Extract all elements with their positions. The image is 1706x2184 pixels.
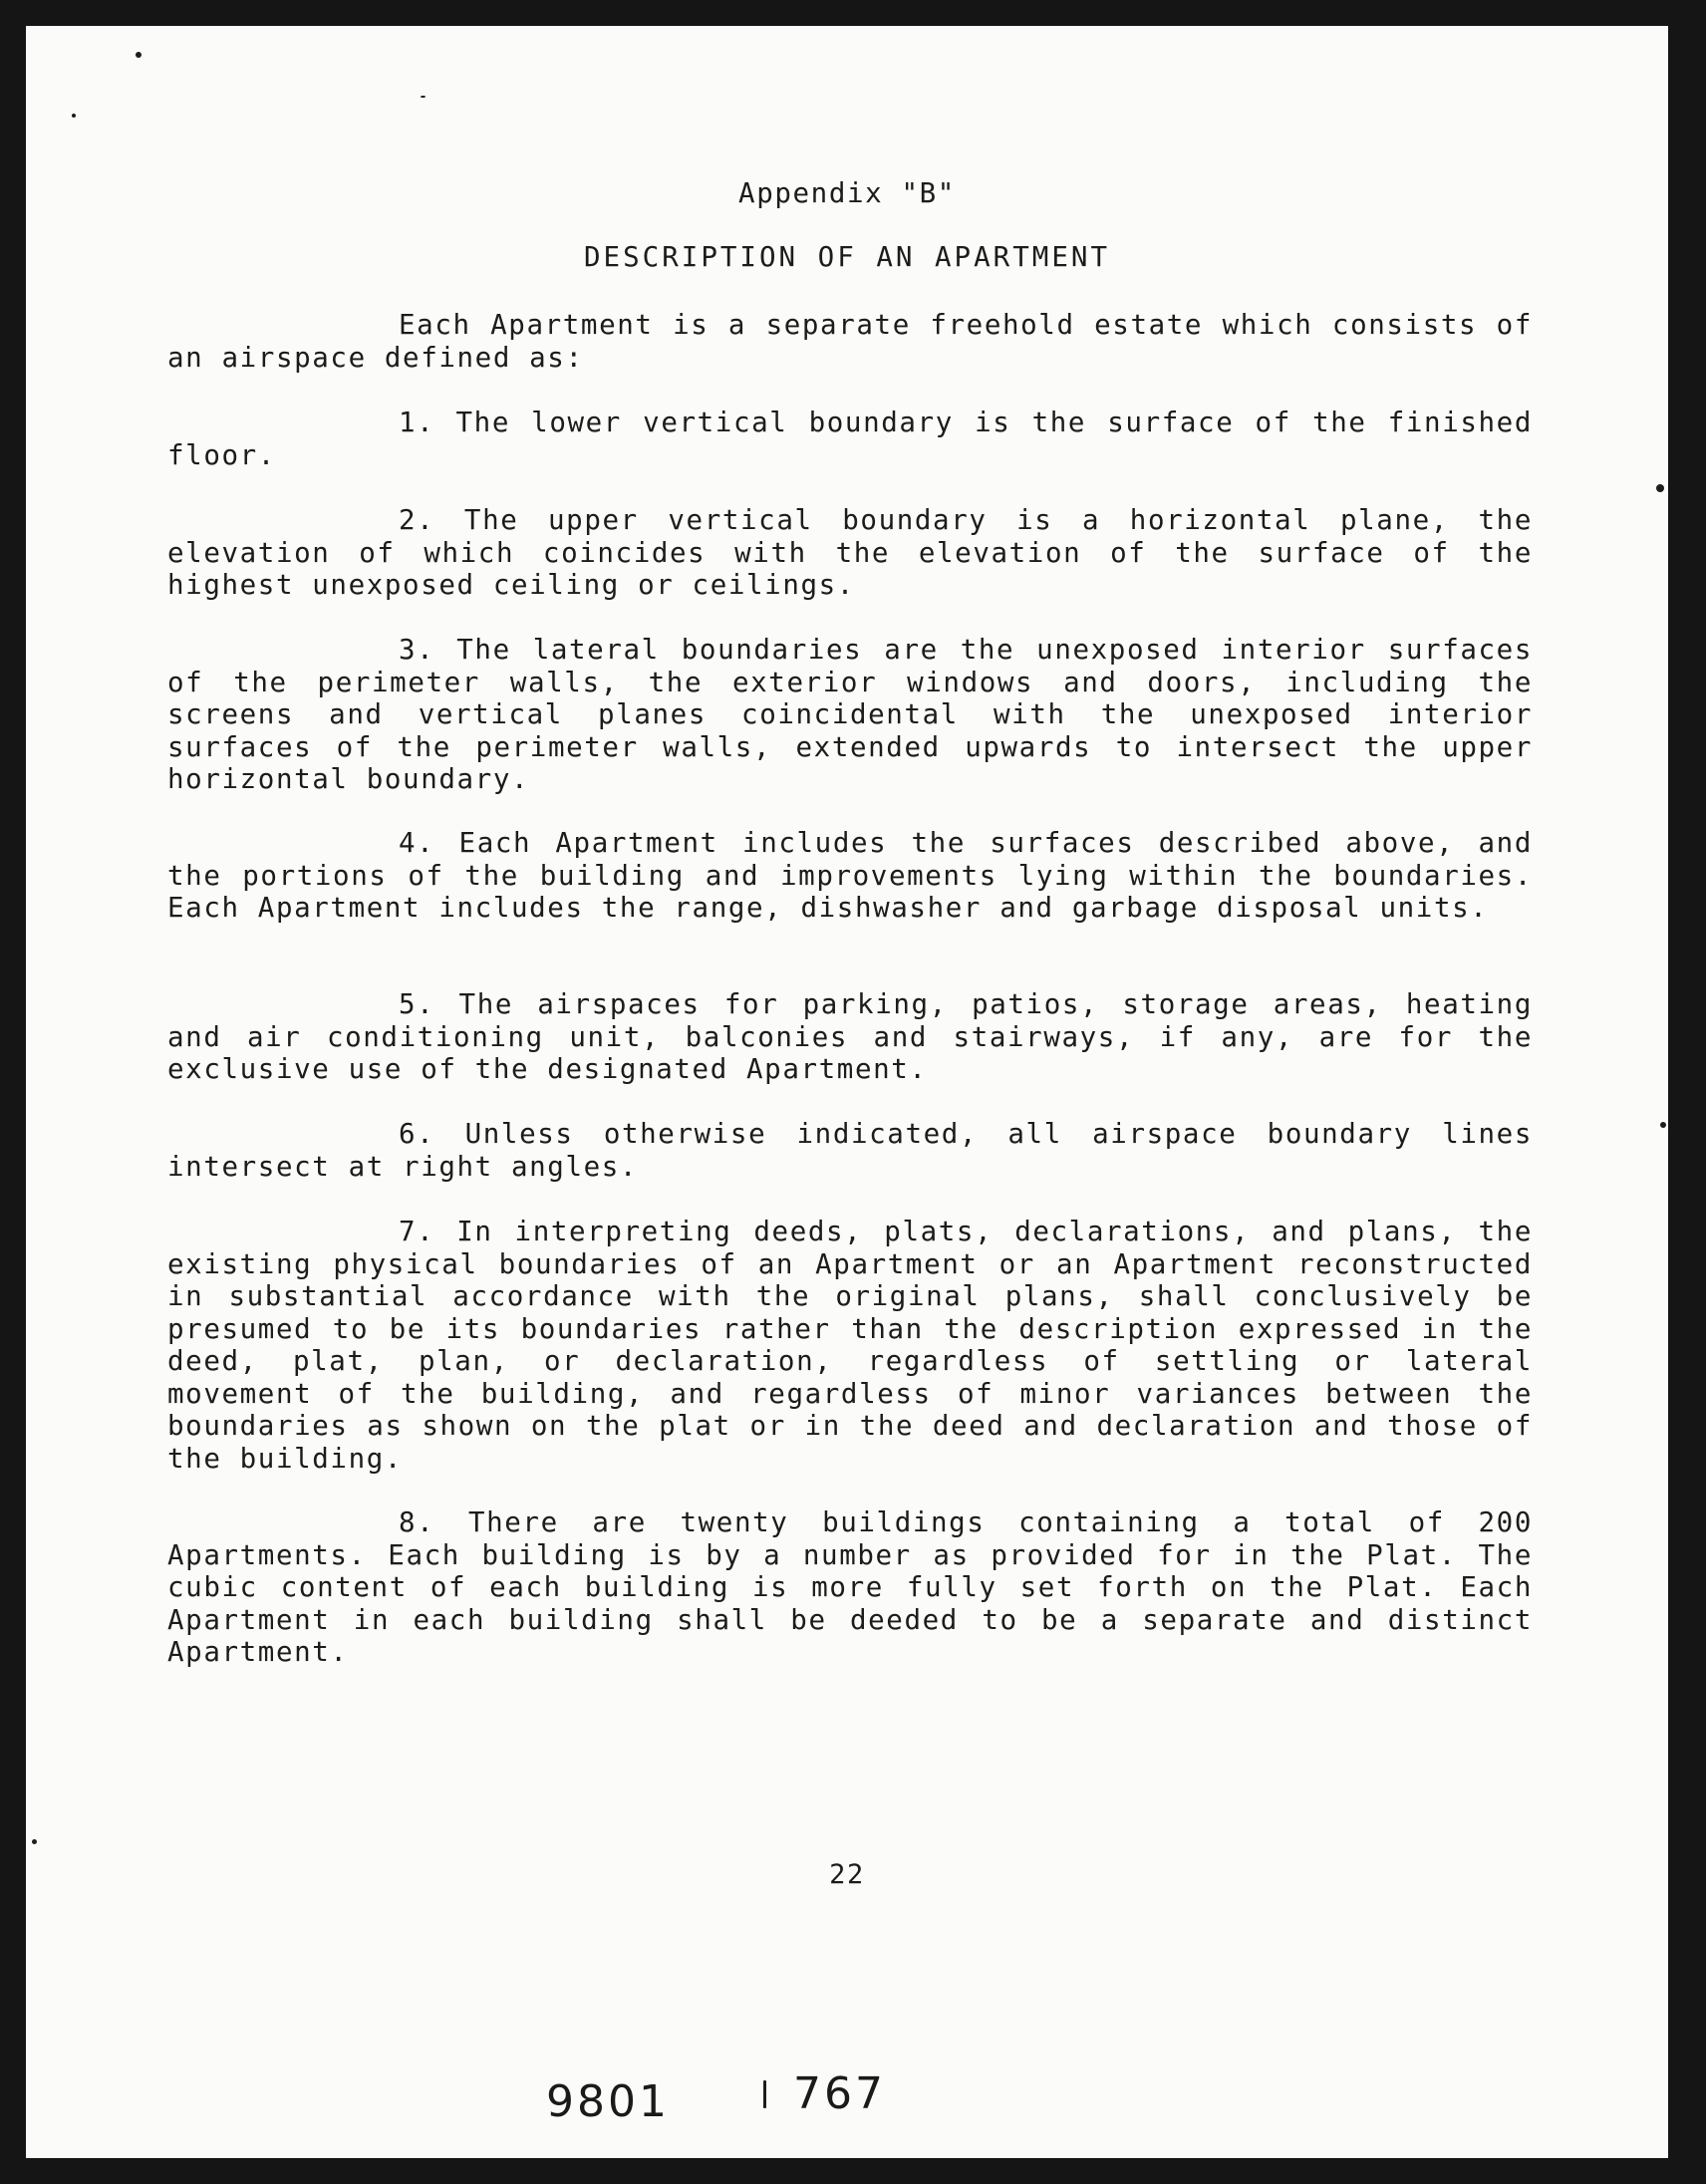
list-item: 5. The airspaces for parking, patios, storage areas, heating and air conditioning unit, balconies and stairways, if any, are for the exclusive use of the designated Apartment. bbox=[167, 988, 1533, 1085]
scan-speck bbox=[1656, 484, 1664, 492]
section-title: DESCRIPTION OF AN APARTMENT bbox=[583, 241, 1111, 273]
list-item: 6. Unless otherwise indicated, all airspace boundary lines intersect at right angles. bbox=[167, 1118, 1533, 1183]
list-item: 7. In interpreting deeds, plats, declarations, and plans, the existing physical boundaries of an Apartment or an Apartment reconstructed in substantial accordance with the original plans, shall conclusively be presumed to be its boundaries rather than the description expressed in the deed, plat, plan, or declaration, regardless of settling or lateral movement of the building, and regardless of minor variances between the boundaries as shown on the plat or in the deed and declaration and those of the building. bbox=[167, 1216, 1533, 1475]
scan-speck bbox=[421, 96, 426, 98]
list-item: 3. The lateral boundaries are the unexposed interior surfaces of the perimeter walls, the exterior windows and doors, including the screens and vertical planes coincidental with the unexposed interior surfaces of the perimeter walls, extended upwards to intersect the upper horizontal boundary. bbox=[167, 634, 1533, 795]
list-item: 4. Each Apartment includes the surfaces described above, and the portions of the building and improvements lying within the boundaries. Each Apartment includes the range, dishwasher and garbage disposal units. bbox=[167, 827, 1533, 924]
list-item: 1. The lower vertical boundary is the surface of the finished floor. bbox=[167, 407, 1533, 471]
scan-speck bbox=[72, 114, 76, 118]
appendix-title: Appendix "B" bbox=[738, 177, 956, 209]
scan-speck bbox=[763, 2080, 766, 2108]
stamp-number-left: 9801 bbox=[546, 2076, 670, 2127]
page-number: 22 bbox=[829, 1859, 865, 1890]
list-item: 8. There are twenty buildings containing a total of 200 Apartments. Each building is by a number as provided for in the Plat. The cubic content of each building is more fully set forth on the Plat. Each Apartment in each building shall be deeded to be a separate and distinct Apartment. bbox=[167, 1506, 1533, 1668]
scan-speck bbox=[136, 52, 142, 58]
intro-paragraph: Each Apartment is a separate freehold estate which consists of an airspace defined as: bbox=[167, 309, 1533, 374]
scan-speck bbox=[32, 1839, 37, 1844]
document-page bbox=[26, 26, 1668, 2158]
scan-speck bbox=[1660, 1122, 1666, 1128]
stamp-number-right: 767 bbox=[793, 2068, 886, 2119]
list-item: 2. The upper vertical boundary is a horizontal plane, the elevation of which coincides with the elevation of the surface of the highest unexposed ceiling or ceilings. bbox=[167, 504, 1533, 601]
